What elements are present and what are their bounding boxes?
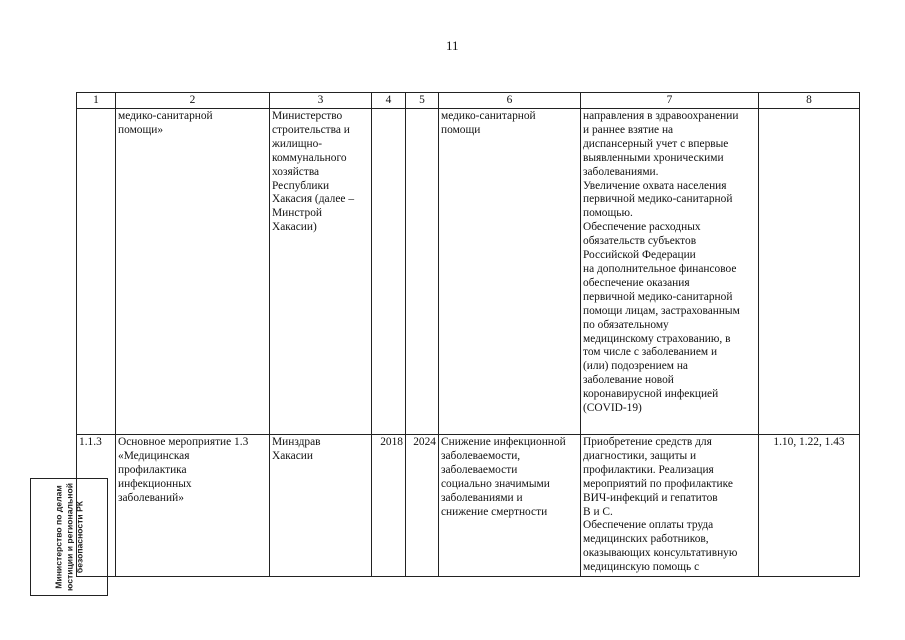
cell-executor <box>270 109 372 435</box>
text-line: мероприятий по профилактике <box>583 477 733 490</box>
text-line: хозяйства <box>272 165 320 178</box>
cell-indicators: 1.10, 1.22, 1.43 <box>759 435 860 577</box>
cell-start-year: 2018 <box>372 435 406 577</box>
text-line: строительства и <box>272 123 350 136</box>
text-line: коронавирусной инфекцией <box>583 388 719 401</box>
text-line: заболеваемости <box>441 463 518 476</box>
header-cell: 7 <box>581 93 759 109</box>
cell-end-year: 2024 <box>406 435 439 577</box>
program-table <box>76 92 860 577</box>
text-line: Увеличение охвата населения <box>583 179 727 192</box>
text-line: по обязательному <box>583 318 669 331</box>
text-line: заболеваний» <box>118 491 184 504</box>
header-cell: 1 <box>77 93 116 109</box>
text-line: медико-санитарной <box>441 110 536 122</box>
text-line: первичной медико-санитарной <box>583 290 733 303</box>
text-line: медицинских работников, <box>583 533 709 546</box>
text-line: на дополнительное финансовое <box>583 262 737 275</box>
text-line: профилактики. Реализация <box>583 463 714 476</box>
text-line: помощи лицам, застрахованным <box>583 304 740 317</box>
header-cell: 4 <box>372 93 406 109</box>
text-line: Минздрав <box>272 436 321 448</box>
text-line: Хакасии <box>272 449 313 462</box>
text-line: Снижение инфекционной <box>441 436 566 448</box>
text-line: Министерство <box>272 110 343 122</box>
text-line: ВИЧ-инфекций и гепатитов <box>583 491 718 504</box>
table-row-1-1-3 <box>77 435 860 577</box>
cell-executor <box>270 435 372 577</box>
header-cell: 2 <box>116 93 270 109</box>
text-line: Приобретение средств для <box>583 436 712 448</box>
text-line: заболеваемости, <box>441 449 521 462</box>
stamp-text <box>53 481 85 593</box>
text-line: социально значимыми <box>441 477 550 490</box>
text-line: медико-санитарной <box>118 110 213 122</box>
header-cell: 5 <box>406 93 439 109</box>
text-line: заболеваниями и <box>441 491 523 504</box>
cell-number <box>77 109 116 435</box>
cell-name <box>116 109 270 435</box>
text-line: (или) подозрением на <box>583 360 688 373</box>
text-line: профилактика <box>118 463 187 476</box>
text-line: коммунального <box>272 151 347 164</box>
text-line: выявленными хроническими <box>583 151 724 164</box>
text-line: медицинскому страхованию, в <box>583 332 731 345</box>
cell-start-year <box>372 109 406 435</box>
text-line: безопасности РК <box>74 500 85 574</box>
text-line: (COVID-19) <box>583 402 642 415</box>
cell-name <box>116 435 270 577</box>
text-line: помощи» <box>118 123 164 136</box>
header-cell: 3 <box>270 93 372 109</box>
text-line: Обеспечение оплаты труда <box>583 519 714 532</box>
text-line: Хакасия (далее – <box>272 193 355 206</box>
column-number-row <box>77 93 860 109</box>
text-line: первичной медико-санитарной <box>583 193 733 206</box>
cell-activities <box>581 435 759 577</box>
text-line: направления в здравоохранении <box>583 110 739 122</box>
cell-expected-result <box>439 435 581 577</box>
text-line: диагностики, защиты и <box>583 449 697 462</box>
text-line: Минстрой <box>272 207 322 220</box>
page-number: 11 <box>446 38 459 53</box>
text-line: В и С. <box>583 505 613 518</box>
text-line: диспансерный учет с впервые <box>583 137 729 150</box>
text-line: медицинскую помощь с <box>583 561 700 574</box>
table-row-continuation <box>77 109 860 435</box>
text-line: Обеспечение расходных <box>583 221 701 234</box>
text-line: инфекционных <box>118 477 192 490</box>
text-line: юстиции и региональной <box>63 483 74 591</box>
text-line: том числе с заболеванием и <box>583 346 718 359</box>
text-line: «Медицинская <box>118 449 190 462</box>
text-line: обязательств субъектов <box>583 235 697 248</box>
cell-activities <box>581 109 759 435</box>
text-line: жилищно- <box>272 137 323 150</box>
cell-indicators <box>759 109 860 435</box>
cell-number: 1.1.3 <box>77 435 116 577</box>
cell-end-year <box>406 109 439 435</box>
text-line: снижение смертности <box>441 505 548 518</box>
text-line: оказывающих консультативную <box>583 547 738 560</box>
cell-expected-result <box>439 109 581 435</box>
text-line: обеспечение оказания <box>583 276 690 289</box>
text-line: Хакасии) <box>272 221 317 234</box>
text-line: Основное мероприятие 1.3 <box>118 436 249 448</box>
text-line: заболевание новой <box>583 374 674 387</box>
header-cell: 8 <box>759 93 860 109</box>
text-line: помощью. <box>583 207 633 220</box>
text-line: Российской Федерации <box>583 249 696 262</box>
text-line: и раннее взятие на <box>583 123 674 136</box>
registration-stamp <box>30 478 108 596</box>
header-cell: 6 <box>439 93 581 109</box>
text-line: заболеваниями. <box>583 165 659 178</box>
text-line: Министерство по делам <box>53 485 64 589</box>
text-line: Республики <box>272 179 330 192</box>
text-line: помощи <box>441 123 481 136</box>
